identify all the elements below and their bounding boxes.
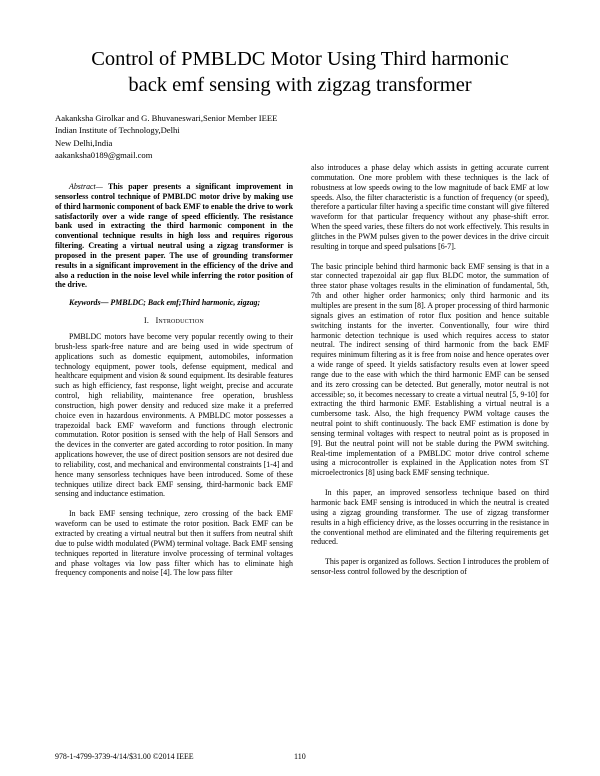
intro-paragraph-2: In back EMF sensing technique, zero crossing of the back EMF waveform can be used to estimate the rotor position. Back EMF can be extracted by creating a virtual neutral but then it suffers from neutral shift due to pulse width modulated (PWM) terminal voltage. Back EMF sensing techniques reported in literature involve processing of terminal voltages and phase voltages via low pass filter which has to eliminate high frequency components and noise [4]. The low pass filter xyxy=(55,509,293,578)
author-block xyxy=(55,112,355,161)
intro-paragraph-1: PMBLDC motors have become very popular recently owing to their brush-less spark-free nature and are being used in wide spectrum of applications such as domestic equipment, automobiles, information technology equipment, power tools, defense equipment, medical and healthcare equipment and vision & sound equipment. Its desirable features such as high efficiency, fast response, light weight, precise and accurate control, high reliability, maintenance free operation, brushless construction, high power density and reduced size make it a preferred choice even in hazardous environments. A PMBLDC motor possesses a trapezoidal back EMF waveform and functions through electronic commutation. Rotor position is sensed with the help of Hall Sensors and the devices in the converter are gated according to rotor position. In many applications however, the use of direct position sensors are not desired due to reliability, cost, and mechanical and environmental constraints [1-4] and hence many sensorless techniques have been introduced. Some of these techniques utilize direct back EMF sensing, third-harmonic back EMF sensing and inductance estimation. xyxy=(55,331,293,499)
title-line-2: back emf sensing with zigzag transformer xyxy=(128,74,472,96)
author-institution: Indian Institute of Technology,Delhi xyxy=(55,125,180,136)
page-number: 110 xyxy=(294,752,306,761)
right-paragraph-4: This paper is organized as follows. Section I introduces the problem of sensor-less control followed by the description of xyxy=(311,557,549,577)
right-paragraph-1: also introduces a phase delay which assists in getting accurate current commutation. One more problem with these techniques is the lack of robustness at low speeds owing to the low magnitude of back EMF at low speeds. Also, the filter characteristic is a function of frequency (or speed), therefore a particular filter having a specific time constant will give filtered waveform for that particular frequency without any phase-shift error. When the speed varies, these filters do not work effectively. This results in glitches in the PWM pulses given to the power devices in the drive circuit resulting in torque and speed pulsations [6-7]. xyxy=(311,163,549,251)
author-location: New Delhi,India xyxy=(55,137,113,148)
abstract-text: This paper presents a significant improvement in sensorless control technique of PMBLDC motor drive by making use of third harmonic component of back EMF to enable the drive to work satisfactorily over a wide range of speed efficiently. The resistance bank used in extracting the third harmonic component in the conventional technique results in high loss and requires rigorous filtering. Creating a virtual neutral using a zigzag transformer is proposed in the present paper. The use of grounding transformer results in a significant improvement in the efficiency of the drive and also a reduction in the noise level while inferring the rotor position of the drive. xyxy=(55,182,293,290)
left-column xyxy=(55,182,293,578)
title-line-1: Control of PMBLDC Motor Using Third harmonic xyxy=(91,48,509,70)
footer-isbn: 978-1-4799-3739-4/14/$31.00 ©2014 IEEE xyxy=(55,752,194,761)
abstract-label: Abstract— xyxy=(69,182,103,191)
section-heading-introduction xyxy=(55,316,293,326)
right-column xyxy=(311,163,549,577)
right-paragraph-3: In this paper, an improved sensorless technique based on third harmonic back EMF sensing is introduced in which the neutral is created using a zigzag grounding transformer. The use of zigzag transformer results in a high efficiency drive, as the losses occurring in the resistance in the conventional method are eliminated and the filtering requirements get reduced. xyxy=(311,488,549,547)
author-names: Aakanksha Girolkar and G. Bhuvaneswari,Senior Member IEEE xyxy=(55,113,278,123)
section-title: Introduction xyxy=(155,316,204,326)
keywords: Keywords— PMBLDC; Back emf;Third harmonic, zigzag; xyxy=(69,298,261,308)
right-paragraph-2: The basic principle behind third harmonic back EMF sensing is that in a star connected trapezoidal air gap flux BLDC motor, the summation of three stator phase voltages results in the elimination of fundamental, 5th, 7th and other higher order harmonics; only third harmonic and its multiples are present in the sum [8]. A proper processing of third harmonic signals gives an estimation of rotor flux position and hence suitable switching instants for the inverter. Conventionally, four wire third harmonic detection technique is used which requires access to stator neutral. The indirect sensing of third harmonic from the back EMF requires minimum filtering as it is free from noise and hence operates over a wide range of speed. It yields satisfactory results even at lower speed range due to the ease with which the third harmonic EMF can be sensed and its zero crossing can be detected. But generally, motor neutral is not accessible; so, it becomes necessary to create a virtual neutral [5, 9-10] for extracting the third harmonic EMF. Establishing a virtual neutral is a cumbersome task. Also, the high frequency PWM voltage causes the neutral point to shift continuously. The back EMF estimation is done by sensing terminal voltages with respect to neutral point as is proposed in [9]. But the neutral point will not be stable during the PWM switching. Real-time implementation of a PMBLDC motor drive control scheme using a microcontroller is explained in the Application notes from ST microelectronics [8] using back EMF sensing technique. xyxy=(311,261,549,478)
author-email: aakanksha0189@gmail.com xyxy=(55,149,153,160)
abstract xyxy=(55,182,293,290)
section-number: I. xyxy=(144,316,150,326)
paper-title xyxy=(40,46,560,98)
